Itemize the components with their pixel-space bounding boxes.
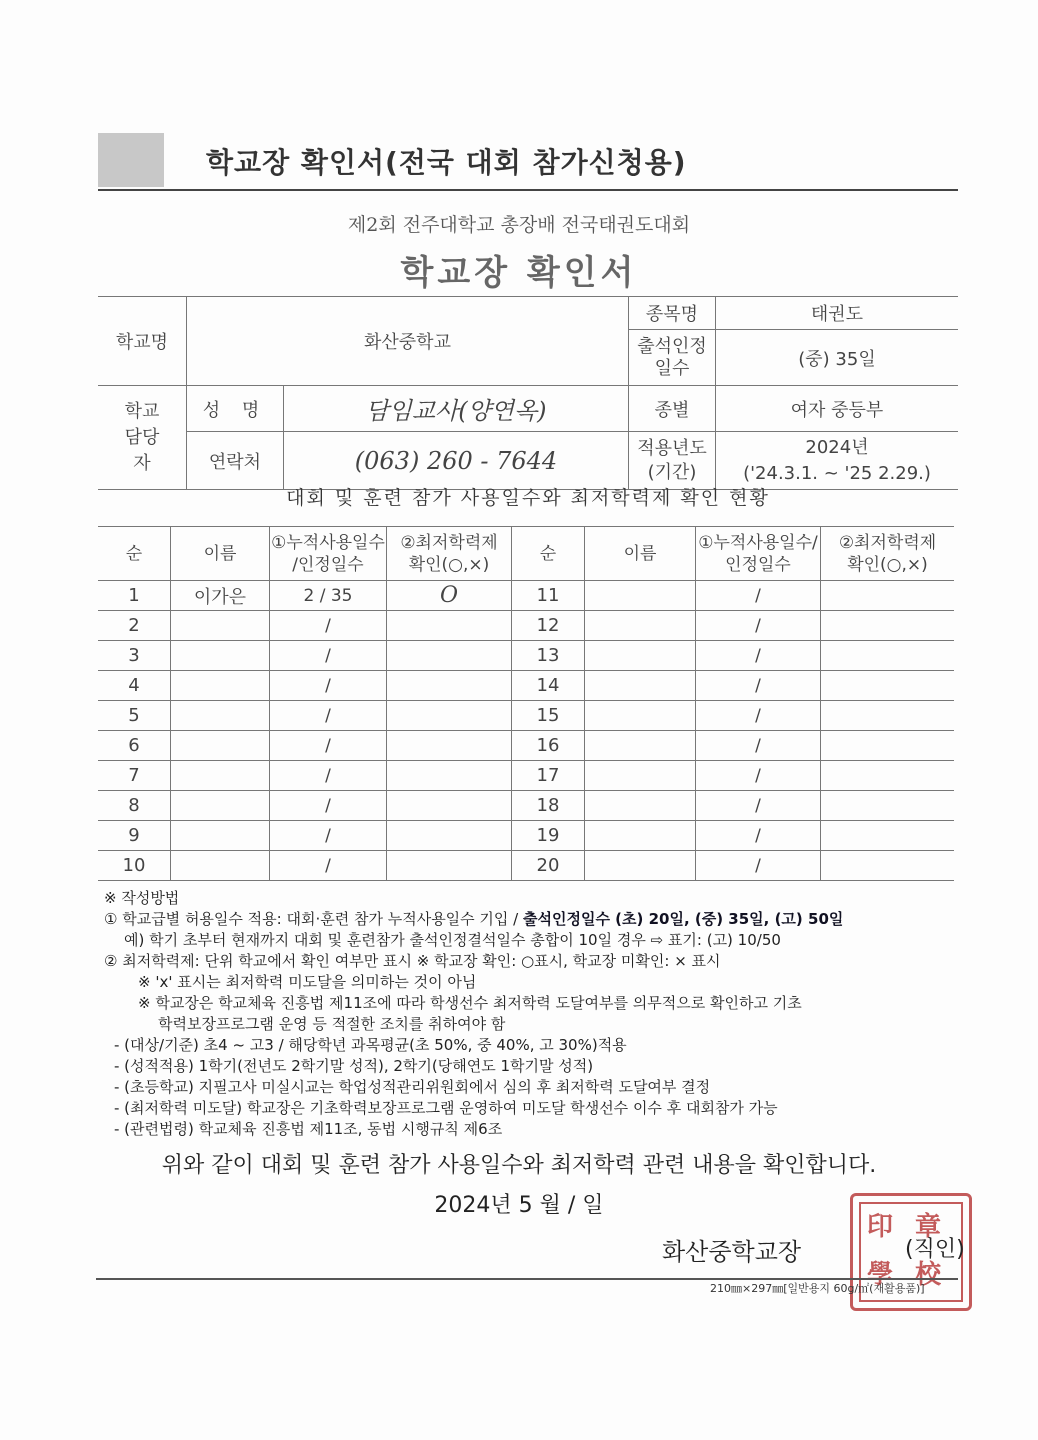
row-days-2: / (696, 581, 821, 611)
row-cert-2 (821, 851, 955, 881)
contact-person-label: 학교담당자 (98, 386, 187, 490)
row-cert-2 (821, 761, 955, 791)
row-days-2: / (696, 761, 821, 791)
row-no-2: 14 (512, 671, 585, 701)
document-banner (98, 133, 958, 191)
row-name (171, 671, 270, 701)
banner-gray-block (98, 133, 164, 187)
row-name-2 (585, 761, 696, 791)
seal-glyph: 章 (915, 1212, 942, 1242)
row-no: 3 (98, 641, 171, 671)
note-9: - (관련법령) 학교체육 진흥법 제11조, 동법 시행규칙 제6조 (114, 1120, 503, 1138)
header-name-2: 이름 (585, 527, 696, 581)
row-no: 1 (98, 581, 171, 611)
row-cert (387, 731, 512, 761)
header-cert2-line1: ②최저학력제 (838, 532, 937, 553)
phone-value: (063) 260 - 7644 (284, 432, 629, 490)
header-days2-line2: 인정일수 (725, 554, 791, 575)
table-row (98, 851, 954, 881)
row-cert (387, 791, 512, 821)
category-label: 종별 (629, 386, 716, 432)
table-row (98, 821, 954, 851)
note-7: - (초등학교) 지필고사 미실시교는 학업성적관리위원회에서 심의 후 최저학력 도달여부 결정 (114, 1078, 711, 1096)
row-cert-2 (821, 581, 955, 611)
info-table (98, 296, 958, 490)
seal-glyph: 印 (867, 1212, 894, 1242)
name-label: 성 명 (187, 386, 284, 432)
header-cert-2 (821, 527, 955, 581)
row-cert (387, 671, 512, 701)
row-cert-2 (821, 641, 955, 671)
row-days: / (270, 791, 387, 821)
header-name: 이름 (171, 527, 270, 581)
header-cert (387, 527, 512, 581)
row-days-2: / (696, 821, 821, 851)
table-row (98, 791, 954, 821)
row-no: 2 (98, 611, 171, 641)
school-value: 화산중학교 (187, 297, 629, 386)
row-name-2 (585, 791, 696, 821)
row-name-2 (585, 671, 696, 701)
row-cert (387, 611, 512, 641)
section-title: 대회 및 훈련 참가 사용일수와 최저학력제 확인 현황 (286, 487, 770, 509)
row-days: 2 / 35 (270, 581, 387, 611)
row-cert-2 (821, 671, 955, 701)
row-name-2 (585, 611, 696, 641)
row-days: / (270, 671, 387, 701)
header-cert2-line2: 확인(○,×) (847, 554, 928, 575)
row-cert: O (387, 581, 512, 611)
header-days (270, 527, 387, 581)
row-no-2: 20 (512, 851, 585, 881)
row-name-2 (585, 701, 696, 731)
table-row (98, 581, 954, 611)
row-no: 7 (98, 761, 171, 791)
row-cert (387, 641, 512, 671)
year-value: 2024년 (805, 436, 869, 458)
table-row (98, 671, 954, 701)
row-cert-2 (821, 731, 955, 761)
row-days: / (270, 851, 387, 881)
category-value: 여자 중등부 (716, 386, 959, 432)
row-no: 9 (98, 821, 171, 851)
row-cert (387, 701, 512, 731)
row-days: / (270, 701, 387, 731)
note-8: - (최저학력 미도달) 학교장은 기초학력보장프로그램 운영하여 미도달 학생선수 이수 후 대회참가 가능 (114, 1099, 778, 1117)
row-no: 5 (98, 701, 171, 731)
note-6: - (성적적용) 1학기(전년도 2학기말 성적), 2학기(당해연도 1학기말 성적) (114, 1057, 594, 1075)
row-name (171, 761, 270, 791)
row-no-2: 18 (512, 791, 585, 821)
note-2: ② 최저학력제: 단위 학교에서 확인 여부만 표시 ※ 학교장 확인: ○표시, 학교장 미확인: × 표시 (104, 952, 721, 970)
row-days: / (270, 611, 387, 641)
row-no-2: 19 (512, 821, 585, 851)
row-name-2 (585, 641, 696, 671)
header-days2-line1: ①누적사용일수/ (698, 532, 818, 553)
header-days-line2: /인정일수 (292, 554, 364, 575)
seal-glyph: 學 (867, 1260, 894, 1290)
seal-label: (직인) (905, 1237, 965, 1262)
row-days-2: / (696, 611, 821, 641)
row-cert (387, 761, 512, 791)
row-name (171, 641, 270, 671)
row-no: 8 (98, 791, 171, 821)
year-cell (716, 432, 959, 490)
banner-title: 학교장 확인서(전국 대회 참가신청용) (206, 146, 687, 179)
row-no-2: 13 (512, 641, 585, 671)
row-days-2: / (696, 641, 821, 671)
row-cert-2 (821, 701, 955, 731)
note-1-text: ① 학교급별 허용일수 적용: 대회·훈련 참가 누적사용일수 기입 / (104, 910, 523, 928)
name-value: 담임교사(양연옥) (284, 386, 629, 432)
row-days-2: / (696, 791, 821, 821)
issue-date: 2024년 5 월 / 일 (434, 1193, 604, 1218)
row-days: / (270, 641, 387, 671)
row-name-2 (585, 821, 696, 851)
note-4-cont: 학력보장프로그램 운영 등 적절한 조치를 취하여야 함 (158, 1015, 506, 1033)
row-cert-2 (821, 611, 955, 641)
header-cert-line1: ②최저학력제 (400, 532, 498, 553)
row-no-2: 16 (512, 731, 585, 761)
table-row (98, 641, 954, 671)
row-no-2: 12 (512, 611, 585, 641)
row-days-2: / (696, 671, 821, 701)
note-1-bold: 출석인정일수 (초) 20일, (중) 35일, (고) 50일 (523, 910, 844, 928)
row-name-2 (585, 581, 696, 611)
confirmation-statement: 위와 같이 대회 및 훈련 참가 사용일수와 최저학력 관련 내용을 확인합니다. (161, 1153, 877, 1178)
row-name (171, 851, 270, 881)
row-name (171, 791, 270, 821)
table-row (98, 731, 954, 761)
attendance-label: 출석인정일수 (629, 330, 716, 386)
table-row (98, 701, 954, 731)
principal-name: 화산중학교장 (662, 1238, 802, 1266)
row-days-2: / (696, 701, 821, 731)
row-name (171, 611, 270, 641)
row-name (171, 821, 270, 851)
header-days-2 (696, 527, 821, 581)
row-name-2 (585, 851, 696, 881)
seal-glyph: 校 (915, 1260, 942, 1290)
row-name-2 (585, 731, 696, 761)
participation-table (98, 526, 954, 881)
notes-heading: ※ 작성방법 (104, 889, 180, 907)
row-days: / (270, 821, 387, 851)
header-cert-line2: 확인(○,×) (408, 554, 490, 575)
header-no: 순 (98, 527, 171, 581)
phone-label: 연락처 (187, 432, 284, 490)
row-days: / (270, 761, 387, 791)
row-days: / (270, 731, 387, 761)
school-label: 학교명 (98, 297, 187, 386)
header-days-line1: ①누적사용일수 (271, 532, 385, 553)
paper-spec-footer: 210㎜×297㎜[일반용지 60g/㎡(재활용품)] (710, 1282, 925, 1295)
row-name: 이가은 (171, 581, 270, 611)
row-name (171, 731, 270, 761)
note-4: ※ 학교장은 학교체육 진흥법 제11조에 따라 학생선수 최저학력 도달여부를 의무적으로 확인하고 기초 (138, 994, 802, 1012)
table-row (98, 761, 954, 791)
row-days-2: / (696, 731, 821, 761)
row-no: 10 (98, 851, 171, 881)
document-title: 학교장 확인서 (400, 253, 638, 293)
row-no: 6 (98, 731, 171, 761)
event-type-value: 태권도 (716, 297, 959, 330)
row-no-2: 15 (512, 701, 585, 731)
row-cert-2 (821, 821, 955, 851)
row-no: 4 (98, 671, 171, 701)
header-no-2: 순 (512, 527, 585, 581)
row-no-2: 11 (512, 581, 585, 611)
attendance-value: (중) 35일 (716, 330, 959, 386)
row-days-2: / (696, 851, 821, 881)
year-label: 적용년도(기간) (629, 432, 716, 490)
instructions (104, 888, 964, 1140)
table-row (98, 611, 954, 641)
row-cert (387, 821, 512, 851)
row-cert (387, 851, 512, 881)
note-1-example: 예) 학기 초부터 현재까지 대회 및 훈련참가 출석인정결석일수 총합이 10일 경우 ⇨ 표기: (고) 10/50 (124, 931, 781, 949)
note-1 (104, 909, 964, 930)
event-title: 제2회 전주대학교 총장배 전국태권도대회 (347, 214, 691, 236)
row-no-2: 17 (512, 761, 585, 791)
row-name (171, 701, 270, 731)
note-5: - (대상/기준) 초4 ~ 고3 / 해당학년 과목평균(초 50%, 중 40%, 고 30%)적용 (114, 1036, 627, 1054)
note-3: ※ 'x' 표시는 최저학력 미도달을 의미하는 것이 아님 (138, 973, 477, 991)
row-cert-2 (821, 791, 955, 821)
event-type-label: 종목명 (629, 297, 716, 330)
period-value: ('24.3.1. ~ '25 2.29.) (743, 462, 931, 484)
